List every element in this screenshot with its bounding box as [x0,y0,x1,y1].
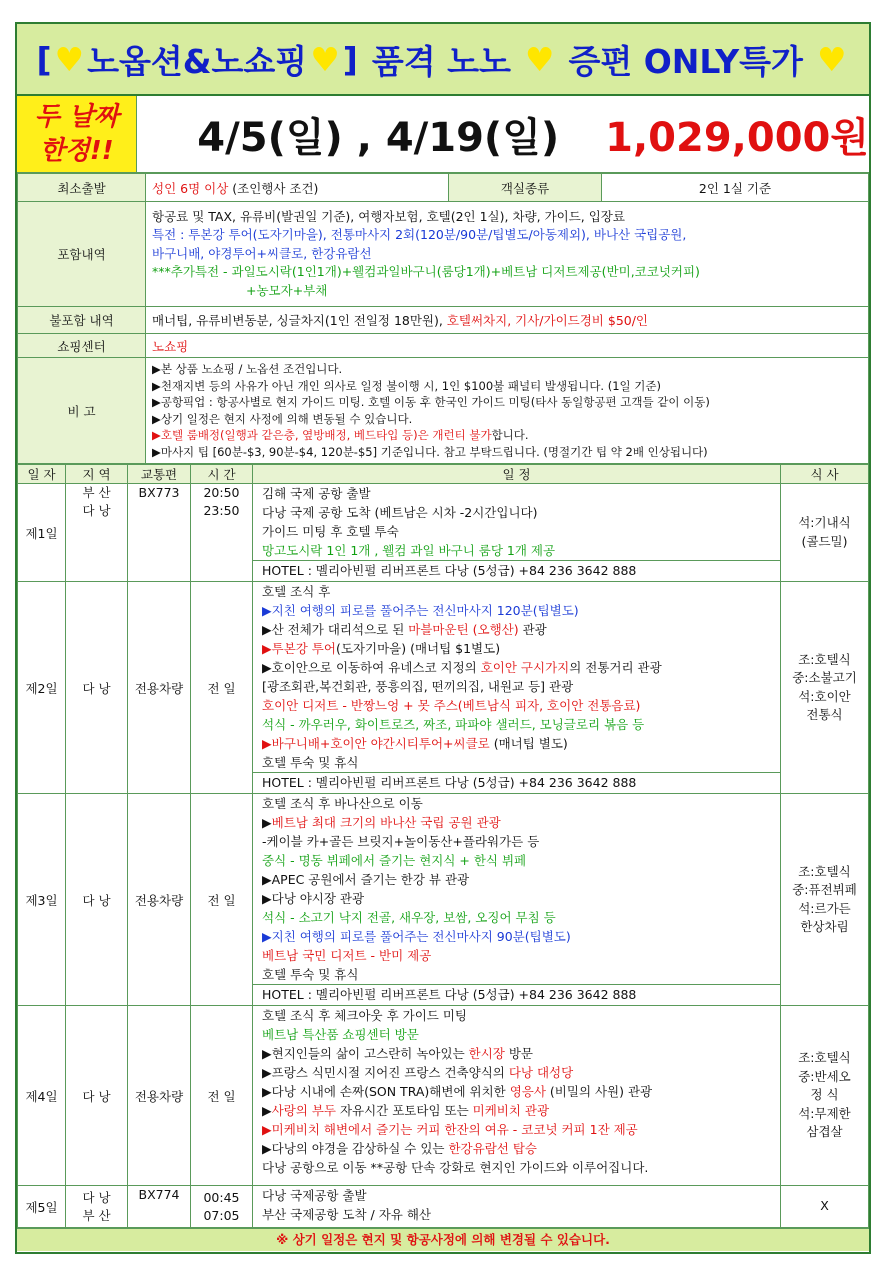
text: 한강유람선 탑승 [448,1141,537,1156]
remark-rest: 합니다. [491,428,529,442]
itinerary-line: ▶지친 여행의 피로를 풀어주는 전신마사지 120분(팁별도) [262,603,579,618]
remark-line: ▶본 상품 노쇼핑 / 노옵션 조건입니다. [152,362,343,376]
meal: 석:호이안 [798,688,851,704]
itinerary-line: 다낭 국제공항 출발 [262,1188,367,1203]
region-cell: 다 낭 [66,794,128,1006]
meal-cell: X [781,1186,869,1228]
day-row [18,484,869,582]
itinerary-line: [광조회관,복건회관, 풍흥의집, 떤끼의집, 내원교 등] 관광 [262,679,574,694]
itinerary-cell [253,582,781,794]
text: 베트남 최대 크기의 바나산 국립 공원 관광 [271,815,501,830]
remark-line: ▶공항픽업 : 항공사별로 현지 가이드 미팅. 호텔 이동 후 한국인 가이드 미팅(타사 동일항공편 고객들 같이 이동) [152,395,710,409]
included-line: 바구니배, 야경투어+씨클로, 한강유람선 [152,245,372,261]
itinerary-line [253,1101,780,1120]
region: 다 낭 [82,1189,111,1205]
itinerary-cell [253,1006,781,1186]
text: ▶호이안으로 이동하여 유네스코 지정의 [262,660,481,675]
meal: 조:호텔식 [798,651,851,667]
itinerary-line: ▶지친 여행의 피로를 풀어주는 전신마사지 90분(팁별도) [262,929,571,944]
included-line: 항공료 및 TAX, 유류비(발권일 기준), 여행자보험, 호텔(2인 1실), 차량, 가이드, 입장료 [152,208,625,224]
itinerary-line: 베트남 특산품 쇼핑센터 방문 [262,1027,419,1042]
itinerary-line [253,734,780,753]
limited-badge [17,96,137,172]
title-special: 증편 ONLY특가 [568,41,803,81]
text: 영응사 [509,1084,546,1099]
heart-icon: ♥ [310,39,340,79]
remarks-content [146,358,869,464]
meal: 중:반세오 [798,1068,851,1084]
time: 20:50 [203,485,240,500]
itinerary-line: 가이드 미팅 후 호텔 투숙 [262,524,399,539]
meal: 삼겹살 [806,1124,843,1140]
title-text: 노옵션&노쇼핑 [87,41,308,81]
remark-line: ▶마사지 팁 [60분-$3, 90분-$4, 120분-$5] 기준입니다. 참고 부탁드립니다. (명절기간 팁 약 2배 인상됩니다) [152,444,708,459]
itinerary-line: 다낭 국제 공항 도착 (베트남은 시차 -2시간입니다) [262,505,538,520]
title-tail: 품격 노노 [371,41,511,81]
heart-icon: ♥ [816,39,847,79]
region: 부 산 [82,1207,111,1223]
day-label: 제1일 [18,484,66,582]
itinerary-line: 호텔 투숙 및 휴식 [262,755,359,770]
included-line: ***추가특전 - 과일도시락(1인1개)+웰컴과일바구니(룸당1개)+베트남 디저트제공(반미,코코넛커피) [152,264,700,280]
price: 1,029,000원 [605,114,869,161]
remark-line: ▶상기 일정은 현지 사정에 의해 변동될 수 있습니다. [152,411,413,426]
itinerary-line: 석식 - 소고기 낙지 전골, 새우장, 보쌈, 오징어 무침 등 [262,910,556,925]
bracket-close: ] [342,39,358,79]
text: (매너팁 별도) [489,736,568,751]
hotel-line: HOTEL : 멜리아빈펄 리버프론트 다낭 (5성급) +84 236 3642 888 [253,772,780,792]
itinerary-cell [253,1186,781,1228]
remarks-row [18,358,869,464]
text: ▶ [262,815,272,830]
min-departure-row [18,174,869,202]
time: 00:45 [203,1189,240,1205]
text: ▶다낭 시내에 손짜(SON TRA)해변에 위치한 [262,1084,510,1099]
day-row [18,1006,869,1186]
meal: 조:호텔식 [798,1050,851,1066]
day-row [18,794,869,1006]
meal: 조:호텔식 [798,863,851,879]
text: 방문 [504,1046,533,1061]
itinerary-line [253,620,780,639]
time: 23:50 [203,503,240,518]
text: 호이안 구시가지 [480,660,570,675]
min-departure-red: 성인 6명 이상 [152,180,229,196]
itinerary-line: ▶APEC 공원에서 즐기는 한강 뷰 관광 [262,872,470,887]
excluded-value [146,307,869,334]
included-line: 특전 : 투본강 투어(도자기마을), 전통마사지 2회(120분/90분/팁별도/아동제외), 바나산 국립공원, [152,227,687,243]
date-price-row [17,96,869,173]
title-banner [17,24,869,96]
transport-cell: 전용차량 [128,1006,191,1186]
transport-cell: 전용차량 [128,794,191,1006]
itinerary-line: ▶다낭 야시장 관광 [262,891,365,906]
meal: 중:소불고기 [792,670,857,685]
heart-icon: ♥ [54,39,85,79]
meal-cell [781,484,869,582]
col-time: 시 간 [191,465,253,484]
meal: (콜드밀) [801,533,848,549]
meal: 석:기내식 [798,515,851,530]
room-type-label: 객실종류 [449,174,602,202]
text: ▶산 전체가 대리석으로 된 [262,622,409,637]
bracket-open: [ [36,39,52,79]
heart-icon: ♥ [524,39,555,79]
itinerary-line [253,639,780,658]
col-region: 지 역 [66,465,128,484]
text: ▶프랑스 식민시절 지어진 프랑스 건축양식의 [262,1065,509,1080]
text: ▶바구니배+호이안 야간시티투어+씨클로 [262,736,490,751]
text: (비밀의 사원) 관광 [545,1084,653,1099]
badge-line1: 두 날짜 [34,102,119,132]
time: 07:05 [203,1207,240,1223]
text: 관광 [518,622,547,637]
room-type-value: 2인 1실 기준 [602,174,869,202]
text: ▶다낭의 야경을 감상하실 수 있는 [262,1141,449,1156]
col-itinerary: 일 정 [253,465,781,484]
time-cell: 전 일 [191,582,253,794]
meal-cell [781,794,869,1006]
day-label: 제3일 [18,794,66,1006]
text: 의 전통거리 관광 [569,660,662,675]
itinerary-line [253,1139,780,1158]
remarks-label: 비 고 [18,358,146,464]
meal: 전통식 [806,707,843,722]
departure-dates: 4/5(일) , 4/19(일) [197,114,560,161]
meal-cell [781,582,869,794]
text: 다낭 대성당 [508,1065,574,1080]
meal: 석:르가든 [798,900,851,916]
footer-notice: ※ 상기 일정은 현지 및 항공사정에 의해 변경될 수 있습니다. [17,1228,869,1251]
text: ▶현지인들의 삶이 고스란히 녹아있는 [262,1046,469,1061]
itinerary-line: 베트남 국민 디저트 - 반미 제공 [262,948,432,963]
remark-line: ▶천재지변 등의 사유가 아닌 개인 의사로 일정 불이행 시, 1인 $100불 패널티 발생됩니다. (1일 기준) [152,378,662,393]
transport-cell: BX773 [128,484,191,582]
region-cell [66,1186,128,1228]
col-day: 일 자 [18,465,66,484]
excluded-label: 불포함 내역 [18,307,146,334]
itinerary-line [253,1063,780,1082]
itinerary-line: -케이블 카+골든 브릿지+놀이동산+플라워가든 등 [262,834,540,849]
remark-red: ▶호텔 룸배정(일행과 같은층, 옆방배정, 베드타입 등)은 개런티 불가 [152,428,492,442]
region: 부 산 [82,485,111,500]
transport-cell: 전용차량 [128,582,191,794]
time-cell [191,484,253,582]
itinerary-line [253,658,780,677]
region-cell: 다 낭 [66,582,128,794]
min-departure-label: 최소출발 [18,174,146,202]
day-label: 제5일 [18,1186,66,1228]
itinerary-cell [253,794,781,1006]
itinerary-cell [253,484,781,582]
itinerary-line: 중식 - 명동 뷔페에서 즐기는 현지식 + 한식 뷔페 [262,853,527,868]
itinerary-line: 석식 - 까우러우, 화이트로즈, 짜조, 파파야 샐러드, 모닝글로리 볶음 등 [262,717,645,732]
text: 미케비치 관광 [472,1103,550,1118]
text: 자유시간 포토타임 또는 [335,1103,473,1118]
meal: 정 식 [810,1087,839,1103]
time-cell: 전 일 [191,1006,253,1186]
text: ▶ [262,1103,272,1118]
hotel-line: HOTEL : 멜리아빈펄 리버프론트 다낭 (5성급) +84 236 3642 888 [253,984,780,1004]
itinerary-line: 다낭 공항으로 이동 **공항 단속 강화로 현지인 가이드와 이루어집니다. [262,1160,649,1175]
text: 사랑의 부두 [271,1103,336,1118]
shopping-value: 노쇼핑 [146,334,869,358]
date-main [137,96,869,172]
excluded-text: 매너팁, 유류비변동분, 싱글차지(1인 전일정 18만원), [152,313,447,328]
text: (도자기마을) (매너팁 $1별도) [335,641,501,656]
text: 마블마운틴 (오행산) [408,622,519,637]
time-cell: 전 일 [191,794,253,1006]
text: ▶투본강 투어 [262,641,336,656]
min-departure-value [146,174,449,202]
itinerary-line: 호이안 디저트 - 반짱느엉 + 못 주스(베트남식 피자, 호이안 전통음료) [262,698,641,713]
itinerary-line [253,1082,780,1101]
col-meal: 식 사 [781,465,869,484]
included-label: 포함내역 [18,202,146,307]
itinerary-line: 호텔 조식 후 체크아웃 후 가이드 미팅 [262,1008,467,1023]
included-line: +농모자+부채 [246,282,328,298]
min-departure-rest: (조인행사 조건) [228,180,319,196]
itinerary-line [253,813,780,832]
meal: 중:퓨전뷔페 [792,882,857,897]
day-label: 제2일 [18,582,66,794]
excluded-red: 호텔써차지, 기사/가이드경비 $50/인 [446,313,649,328]
meal-cell [781,1006,869,1186]
itinerary-line: 호텔 조식 후 바나산으로 이동 [262,796,423,811]
itinerary-sheet [15,22,871,1254]
transport-cell: BX774 [128,1186,191,1228]
region: 다 낭 [82,503,111,518]
itinerary-line: 망고도시락 1인 1개 , 웰컴 과일 바구니 룸당 1개 제공 [262,543,556,558]
time-cell [191,1186,253,1228]
itinerary-line: 호텔 조식 후 [262,584,331,599]
info-table [17,173,869,464]
itinerary-line: ▶미케비치 해변에서 즐기는 커피 한잔의 여유 - 코코넛 커피 1잔 제공 [262,1122,638,1137]
day-row [18,582,869,794]
region-cell: 다 낭 [66,1006,128,1186]
schedule-table [17,464,869,1228]
remark-line [152,427,862,444]
included-row [18,202,869,307]
day-row [18,1186,869,1228]
itinerary-line: 부산 국제공항 도착 / 자유 해산 [262,1207,431,1222]
schedule-header [18,465,869,484]
shopping-row [18,334,869,358]
itinerary-line: 김해 국제 공항 출발 [262,486,371,501]
region-cell [66,484,128,582]
meal: 석:무제한 [798,1105,851,1121]
hotel-line: HOTEL : 멜리아빈펄 리버프론트 다낭 (5성급) +84 236 3642 888 [253,560,780,580]
text: 한시장 [468,1046,505,1061]
shopping-label: 쇼핑센터 [18,334,146,358]
itinerary-line: 호텔 투숙 및 휴식 [262,967,359,982]
day-label: 제4일 [18,1006,66,1186]
badge-line2: 한정!! [39,136,114,166]
included-content [146,202,869,307]
meal: 한상차림 [800,919,849,934]
itinerary-line [253,1044,780,1063]
col-transport: 교통편 [128,465,191,484]
excluded-row [18,307,869,334]
